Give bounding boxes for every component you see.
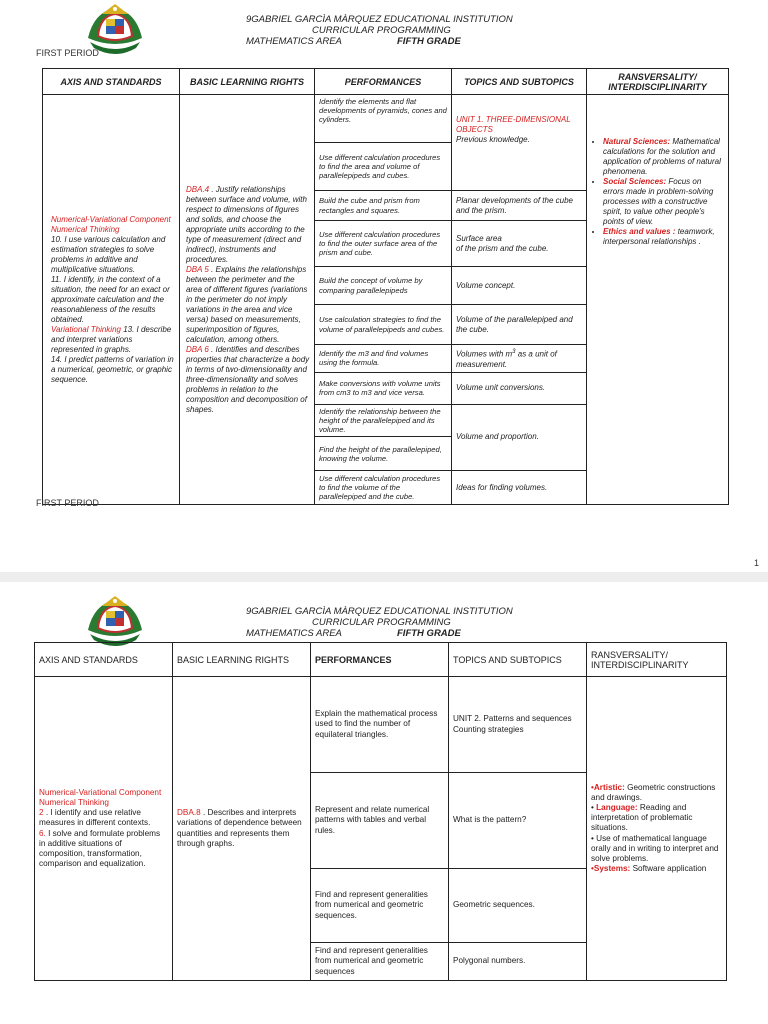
transversality-list: [591, 137, 724, 247]
col-header-topics: TOPICS AND SUBTOPICS: [452, 69, 587, 95]
curriculum-table-1: [42, 68, 729, 505]
learning-rights-cell: DBA.8 . Describes and interprets variations of dependence between quantities and represents them through graphs.: [173, 677, 311, 981]
unit1-title: UNIT 1. THREE-DIMENSIONAL OBJECTS: [456, 115, 571, 134]
transversality-cell: •Artistic: Geometric constructions and drawings. • Language: Reading and interpretation of problematic situations. • Use of mathematical language orally and in writing to interpret and solve problems. •Systems: Software application: [587, 677, 727, 981]
period-label-top: FIRST PERIOD: [36, 48, 99, 58]
list-item: • Ethics and values : teamwork, interpersonal relationships .: [603, 227, 724, 247]
performance-cell: Make conversions with volume units from cm3 to m3 and vice versa.: [315, 372, 452, 404]
topic-cell: Planar developments of the cube and the prism.: [452, 191, 587, 221]
table-header-row: [35, 643, 727, 677]
topic-cell: Volume and proportion.: [452, 404, 587, 471]
topic-cell: Volume unit conversions.: [452, 372, 587, 404]
performance-cell: Use calculation strategies to find the volume of parallelepipeds and cubes.: [315, 305, 452, 345]
dba6-text: . Identifies and describes properties that characterize a body in terms of two-dimensionality and three-dimensionality and solves problems in relation to the composition and decomposition of shapes.: [186, 344, 310, 414]
table-header-row: [43, 69, 729, 95]
col-header-topics: TOPICS AND SUBTOPICS: [449, 643, 587, 677]
axis-standards-cell: [43, 95, 180, 505]
performance-cell: Find and represent generalities from numerical and geometric sequences.: [311, 869, 449, 943]
area-label: MATHEMATICS AREA: [246, 628, 342, 639]
institution-name: 9GABRIEL GARCÌA MÀRQUEZ EDUCATIONAL INSTITUTION: [246, 606, 513, 617]
topic-cell-unit1: [452, 95, 587, 191]
institution-name: 9GABRIEL GARCÌA MÀRQUEZ EDUCATIONAL INSTITUTION: [246, 14, 513, 25]
performance-cell: Identify the relationship between the height of the parallelepiped and its volume.: [315, 404, 452, 437]
school-crest-logo: [84, 594, 146, 646]
area-label: MATHEMATICS AREA: [246, 36, 342, 47]
performance-cell: Use different calculation procedures to find the area and volume of parallelepipeds and cubes.: [315, 143, 452, 191]
dba5-text: . Explains the relationships between the perimeter and the area of different figures (variations in the perimeter do not imply variations in the area and vice versa) based on measurements, superimposition of figures, calculation, among others.: [186, 264, 308, 344]
dba5-code: DBA 5: [186, 264, 209, 274]
topic-cell: What is the pattern?: [449, 773, 587, 869]
performance-cell: Identify the elements and flat developments of pyramids, cones and cylinders.: [315, 95, 452, 143]
grade-label: FIFTH GRADE: [397, 628, 461, 639]
standard-13: 13. I describe and interpret variations represented in graphs.: [51, 324, 172, 354]
axis-standards-cell: Numerical-Variational Component Numerical Thinking 2 . I identify and use relative measures in different contexts. 6. I solve and formulate problems in additive situations of composition, transformation, comparison and equalization.: [35, 677, 173, 981]
learning-rights-cell: [180, 95, 315, 505]
col-header-rights: BASIC LEARNING RIGHTS: [173, 643, 311, 677]
topic-cell: Polygonal numbers.: [449, 943, 587, 981]
standard-11: 11. I identify, in the context of a situation, the need for an exact or approximate calculation and the reasonableness of the results obtained.: [51, 274, 170, 324]
col-header-axis: AXIS AND STANDARDS: [35, 643, 173, 677]
col-header-transversality: RANSVERSALITY/ INTERDISCIPLINARITY: [587, 643, 727, 677]
topic-previous-knowledge: Previous knowledge.: [456, 135, 530, 144]
topic-cell: UNIT 2. Patterns and sequences Counting strategies: [449, 677, 587, 773]
standard-10: 10. I use various calculation and estimation strategies to solve problems in additive and multiplicative situations.: [51, 234, 166, 274]
col-header-performances: PERFORMANCES: [311, 643, 449, 677]
standard-14: 14. I predict patterns of variation in a numerical, geometric, or graphic sequence.: [51, 354, 174, 384]
component-title: Numerical-Variational Component Numerical Thinking: [51, 214, 171, 234]
topic-cell: Volumes with $m^3$ as a unit of measurement.: [452, 345, 587, 373]
topic-cell: Volume of the parallelepiped and the cube.: [452, 305, 587, 345]
grade-label: FIFTH GRADE: [397, 36, 461, 47]
col-header-rights: BASIC LEARNING RIGHTS: [180, 69, 315, 95]
transversality-cell: [587, 95, 729, 505]
col-header-axis: AXIS AND STANDARDS: [43, 69, 180, 95]
col-header-performances: PERFORMANCES: [315, 69, 452, 95]
col-header-transversality: RANSVERSALITY/ INTERDISCIPLINARITY: [587, 69, 729, 95]
performance-cell: Build the cube and prism from rectangles and squares.: [315, 191, 452, 221]
program-title: CURRICULAR PROGRAMMING: [312, 25, 451, 36]
program-title: CURRICULAR PROGRAMMING: [312, 617, 451, 628]
topic-cell: Ideas for finding volumes.: [452, 471, 587, 505]
topic-cell: Volume concept.: [452, 267, 587, 305]
topic-cell: Geometric sequences.: [449, 869, 587, 943]
page-separator: [0, 572, 768, 582]
list-item: • Natural Sciences: Mathematical calculations for the solution and application of problems of natural phenomena.: [603, 137, 724, 177]
performance-cell: Find the height of the parallelepiped, knowing the volume.: [315, 437, 452, 471]
list-item: • Social Sciences: Focus on errors made in problem-solving processes with a constructive spirit, to value other people's points of view.: [603, 177, 724, 227]
document-page-2: [0, 582, 768, 1024]
curriculum-table-2: [34, 642, 727, 981]
performance-cell: Build the concept of volume by comparing parallelepipeds: [315, 267, 452, 305]
dba6-code: DBA 6: [186, 344, 209, 354]
performance-cell: Use different calculation procedures to find the volume of the parallelepiped and the cube.: [315, 471, 452, 505]
performance-cell: Find and represent generalities from numerical and geometric sequences: [311, 943, 449, 981]
table-row: [43, 95, 729, 143]
period-label-bottom: FIRST PERIOD: [36, 498, 99, 508]
page-number: 1: [754, 558, 760, 568]
performance-cell: Use different calculation procedures to find the outer surface area of the prism and cube.: [315, 221, 452, 267]
table-row: [35, 677, 727, 773]
topic-cell: Surface area of the prism and the cube.: [452, 221, 587, 267]
variational-thinking-label: Variational Thinking: [51, 324, 121, 334]
performance-cell: Explain the mathematical process used to find the number of equilateral triangles.: [311, 677, 449, 773]
dba4-code: DBA.4: [186, 184, 210, 194]
school-crest-logo: [84, 2, 146, 54]
dba4-text: . Justify relationships between surface and volume, with respect to dimensions of figures and solids, and choose the appropriate units according to the type of measurement (direct and indirect), instruments and procedures.: [186, 184, 307, 264]
performance-cell: Identify the m3 and find volumes using the formula.: [315, 345, 452, 373]
performance-cell: Represent and relate numerical patterns with tables and verbal rules.: [311, 773, 449, 869]
